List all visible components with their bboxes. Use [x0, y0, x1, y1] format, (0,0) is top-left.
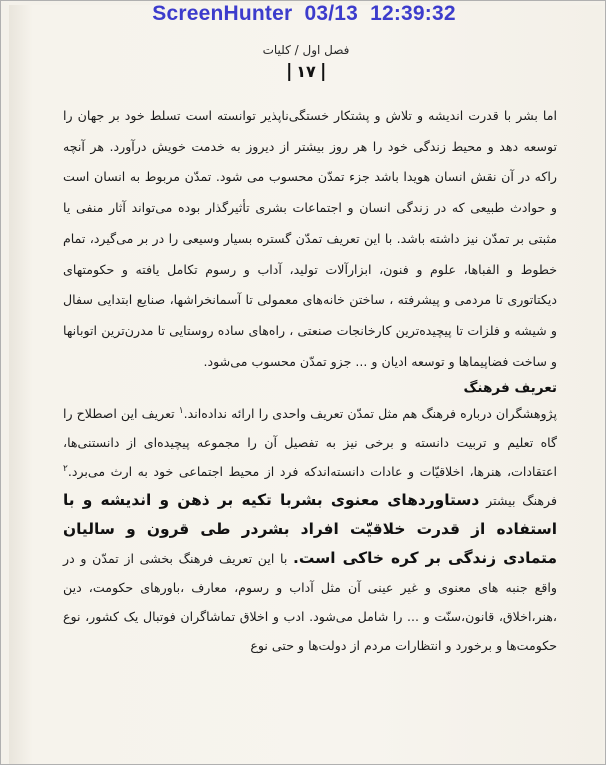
book-page	[9, 5, 603, 764]
screen-capture-banner: ScreenHunter 03/13 12:39:32	[152, 2, 456, 25]
paragraph-culture	[63, 399, 557, 660]
body-text	[63, 101, 557, 660]
paragraph-culture-lead: فرهنگ بیشتر	[479, 493, 557, 509]
page-number: ۱۷	[288, 63, 324, 81]
footnote-mark-1: ۱	[178, 406, 184, 417]
section-heading-culture: تعریف فرهنگ	[463, 380, 557, 397]
footnote-mark-2: ۲	[63, 464, 68, 475]
paragraph-culture-end: با این تعریف فرهنگ بخشی از تمدّن و در واقع جنبه های معنوی و غیر عینی آن مثل آداب و رسوم، معارف ،باورهای حکومت، دین ،هنر،اخلاق، قانون،سنّت و ... را شامل می‌شود. ادب و اخلاق تماشاگران فوتبال یک کشور، نوع حکومت‌ها و برخورد و انتظارات مردم از دولت‌ها و حتی نوع	[63, 551, 557, 654]
paragraph-culture-middle: تعریف این اصطلاح را گاه تعلیم و تربیت دانسته و برخی نیز به تفصیل آن را مجموعه پیچیده‌ای از دانستنی‌ها، اعتقادات، هنرها، اخلاقیّات و عادات دانسته‌اندکه فرد از محیط اجتماعی خود به ارث می‌برد.	[63, 406, 557, 480]
culture-definition-emphasis: دستاوردهای معنوی بشربا تکیه بر ذهن و اندیشه و با استفاده از قدرت خلاقیّت افراد بشردر طی قرون و سالیان متمادی زندگی بر کره خاکی است.	[63, 491, 557, 568]
paragraph-civilization: اما بشر با قدرت اندیشه و تلاش و پشتکار خستگی‌ناپذیر توانسته است تسلط خود بر جهان را توسعه دهد و محیط زندگی خود را هر روز بیشتر از دیروز به خدمت خویش درآورد. هر آنچه راکه در آن نقش انسان هویدا باشد جزء تمدّن محسوب می شود. تمدّن مربوط به انسان است و حوادث طبیعی که در زندگی انسان و اجتماعات بشری تأثیرگذار بوده می‌تواند آثار منفی یا مثبتی بر تمدّن نیز داشته باشد. با این تعریف تمدّن گستره بسیار وسیعی را در بر می‌گیرد، تمام خطوط و الفباها، علوم و فنون، ابزارآلات تولید، آداب و رسوم تکامل یافته و حکومتهای دیکتاتوری تا مردمی و پیشرفته ، ساختن خانه‌های معمولی تا آسمانخراشها، صنایع ابتدایی سفال و شیشه و فلزات تا پیچیده‌ترین کارخانجات صنعتی ، راه‌های ساده روستایی تا مدرن‌ترین اتوبانها و ساخت فضاپیماها و توسعه ادیان و ... جزو تمدّن محسوب می‌شود.	[63, 108, 557, 369]
paragraph-culture-start: پژوهشگران درباره فرهنگ هم مثل تمدّن تعریف واحدی را ارائه نداده‌اند.	[183, 406, 557, 422]
running-head: فصل اول / کلیات	[262, 43, 350, 57]
